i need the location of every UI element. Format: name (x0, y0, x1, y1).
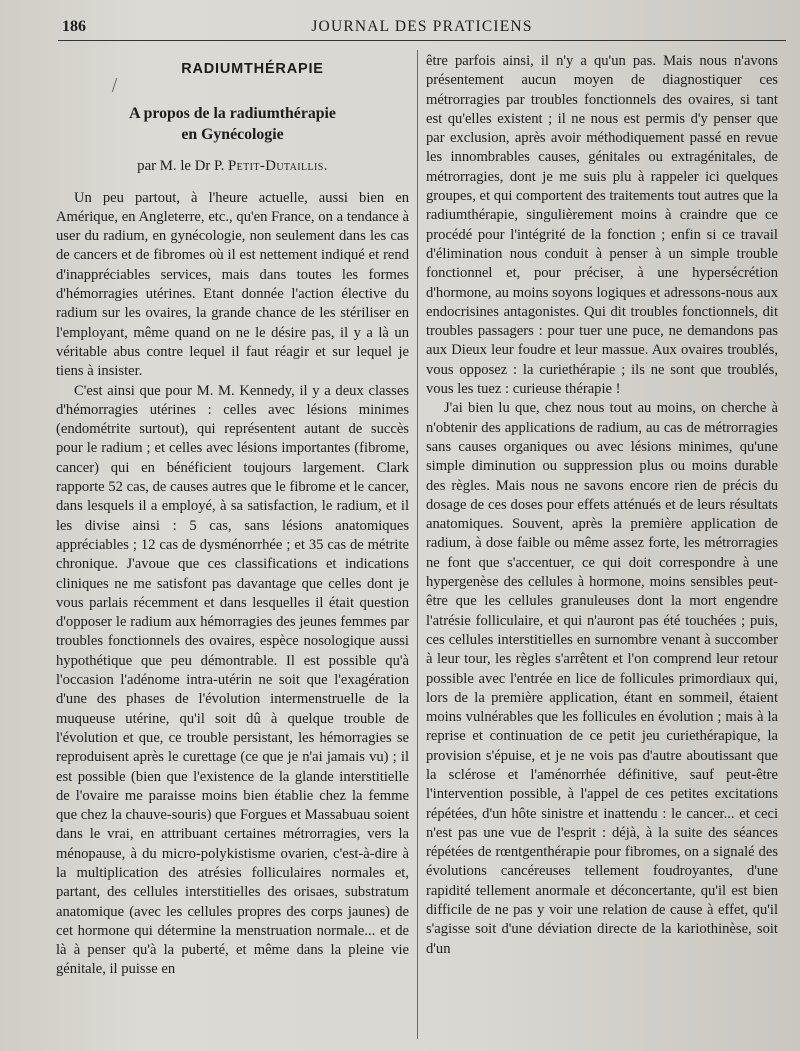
byline (56, 157, 409, 176)
section-title: RADIUMTHÉRAPIE (181, 61, 324, 77)
right-paragraph-1: être parfois ainsi, il n'y a qu'un pas. Mais nous n'avons présentement aucun moyen de diagnostiquer ces métrorragies par troubles fonctionnels des ovaires, si tant est qu'elles existent ; il ne nous est permis d'y penser que par exclusion, après avoir méthodiquement passé en revue les innombrables causes, génitales ou extragénitales, de métrorragies, dont je me suis plu à rappeler ici quelques groupes, et qui comportent des traitements tout autres que la radiumthérapie, singulièrement moins à craindre que ce procédé pour l'intégrité de la fonction ; enfin si ce travail d'élimination nous conduit à penser à un simple trouble fonctionnel et, pour préciser, à une hypersécrétion d'hormone, au moins soyons logiques et adressons-nous aux endocrisines antagonistes. Qui dit troubles fonctionnels, dit troubles passagers : pour tuer une puce, ne demandons pas aux Dieux leur foudre et leur massue. Aux ovaires troublés, vous opposez : la curiethérapie ; ils ne sont que troublés, vous les tuez : curieuse thérapie ! (426, 53, 778, 398)
byline-prefix: par M. le Dr P. (137, 158, 225, 175)
left-column (56, 52, 409, 980)
page-number: 186 (62, 18, 86, 35)
byline-author: Petit-Dutaillis. (228, 158, 328, 175)
column-divider (417, 50, 418, 1039)
page-header (58, 14, 786, 41)
article-title-line-1: A propos de la radiumthérapie (129, 105, 336, 123)
right-column (426, 52, 778, 959)
journal-title: JOURNAL DES PRATICIENS (311, 18, 533, 35)
left-paragraph-2: C'est ainsi que pour M. M. Kennedy, il y a deux classes d'hémorragies utérines : celles avec lésions minimes (endométrite surtout), qui représentent autant de succès pour le radium ; et celles avec lésions importantes (fibrome, cancer) qui en bénéficient toujours largement. Clark rapporte 52 cas, de causes autres que le fibrome et le cancer, dans lesquels il a employé, à sa satisfaction, le radium, et il les divise ainsi : 5 cas, sans lésions anatomiques appréciables ; 12 cas de dysménorrhée ; et 35 cas de métrite chronique. J'avoue que ces classifications et indications cliniques ne me satisfont pas davantage que celles dont je vous parlais récemment et dans lesquelles il était question d'opposer le radium aux hémorragies des jeunes femmes par troubles fonctionnels des ovaires, espèce nosologique aussi hypothétique que peu démontrable. Il est possible qu'à l'occasion l'adénome intra-utérin ne soit que l'exagération d'une des phases de l'évolution intermenstruelle de la muqueuse utérine, qu'il soit dû à quelque trouble de l'évolution et que, ce trouble persistant, les hémorragies se reproduisent après le curettage (ce que je n'ai jamais vu) ; il est possible (bien que l'existence de la glande interstitielle de l'ovaire me paraisse moins bien établie chez la femme que chez la chauve-souris) que Forgues et Massabuau soient dans le vrai, en attribuant certaines métrorragies, vers la ménopause, à du micro-polykistisme ovarien, c'est-à-dire à la multiplication des atrésies folliculaires normales et, partant, des cellules interstitielles des orisaes, substratum anatomique (avec les cellules propres des corps jaunes) de cet hormone qui détermine la menstruation normale... et de là à penser qu'à la puberté, et même dans la pleine vie génitale, il puisse en (56, 382, 409, 978)
article-title (56, 103, 409, 145)
right-paragraph-2: J'ai bien lu que, chez nous tout au moins, on cherche à n'obtenir des applications de radium, au cas de métrorragies sans causes organiques ou avec lésions minimes, qu'une simple diminution ou suppression plus ou moins durable des règles. Mais nous ne savons encore rien de précis du dosage de ces doses pour effets atténués et de leurs résultats anatomiques. Souvent, après la première application de radium, à dose faible ou même assez forte, les métrorragies ne font que s'accentuer, ce qui doit correspondre à une hypergenèse des cellules à hormone, moins sensibles peut-être que les cellules granuleuses dont la mort engendre l'atrésie folliculaire, et qui n'auront pas été touchées ; puis, ces cellules interstitielles en surnombre venant à succomber à leur tour, les règles s'arrêtent et l'on comprend leur retour possible avec l'entrée en lice de follicules primordiaux qui, lors de la première application, étant en sommeil, étaient moins vulnérables que les follicules en évolution ; mais à la reprise et continuation de ce petit jeu curiethérapique, la provision s'épuise, et je ne vois pas d'autre aboutissant que la sclérose et l'aménorrhée définitive, sauf peut-être l'intervention possible, à l'appel de ces petites excitations répétées, d'un hôte sinistre et inattendu : le cancer... et ceci n'est pas une vue de l'esprit : déjà, à la suite des séances répétées de rœntgenthérapie pour fibromes, on a signalé des évolutions cancéreuses tellement foudroyantes, d'une rapidité tellement anormale et déconcertante, qu'il est bien difficile de ne pas y voir une relation de cause à effet, qu'il s'agisse soit d'une déviation directe de la kariothinèse, soit d'un (426, 400, 778, 957)
article-title-line-2: en Gynécologie (181, 126, 284, 144)
left-paragraph-1: Un peu partout, à l'heure actuelle, aussi bien en Amérique, en Angleterre, etc., qu'en France, on a tendance à user du radium, en gynécologie, non seulement dans les cas de cancers et de fibromes où il est nettement indiqué et rend d'inappréciables services, mais dans toutes les formes d'hémorragies utérines. Etant donnée l'action élective du radium sur les ovaires, la grande chance de les stériliser en l'employant, même quand on ne le désire pas, il y a là un véritable abus contre lequel il faut réagir et sur lequel je tiens à insister. (56, 189, 409, 380)
